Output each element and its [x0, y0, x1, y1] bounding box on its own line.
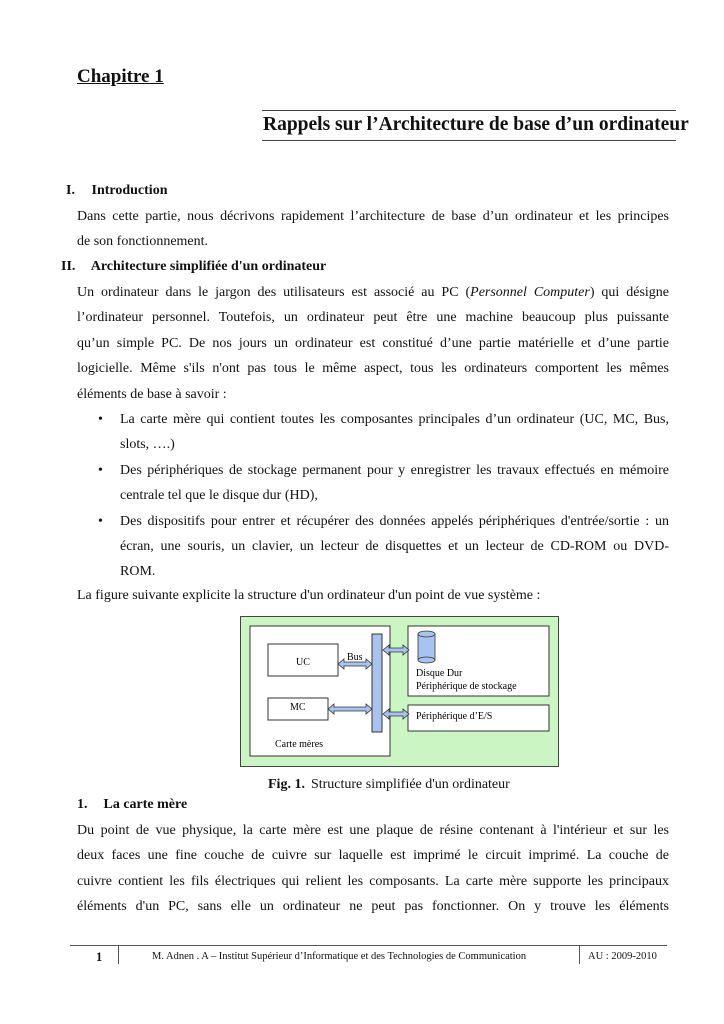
section-title: Introduction: [91, 183, 168, 198]
text-line: l’ordinateur personnel. Toutefois, un ordinateur peut être une machine beaucoup plus puissante: [77, 310, 669, 326]
bus-label: Bus: [347, 652, 363, 663]
footer-rule: [70, 945, 667, 946]
bullet-icon: •: [98, 462, 103, 478]
list-item: [77, 509, 669, 585]
bullet-icon: •: [98, 513, 103, 529]
section-number: 1.: [77, 797, 88, 812]
text-line: cuivre contient les fils électriques qui relient les composants. La carte mère supporte les principaux: [77, 873, 669, 889]
bus-bar: [372, 634, 382, 732]
chapter-subtitle: Rappels sur l’Architecture de base d’un ordinateur: [263, 114, 689, 135]
text-line: La carte mère qui contient toutes les composantes principales d’un ordinateur (UC, MC, Bus,: [120, 412, 669, 427]
section-title: Architecture simplifiée d'un ordinateur: [90, 259, 327, 274]
section-number: I.: [66, 183, 75, 198]
arch-paragraph: [77, 280, 669, 407]
section-title: La carte mère: [103, 797, 188, 812]
disk-label: Disque Dur: [416, 668, 463, 679]
figure-intro: La figure suivante explicite la structure d'un ordinateur d'un point de vue système :: [77, 588, 541, 603]
text-line: éléments de base à savoir :: [77, 386, 227, 402]
section-carte-heading: [77, 797, 187, 813]
text-run: Un ordinateur dans le jargon des utilisateurs est associé au PC (: [77, 285, 471, 300]
footer-year: AU : 2009-2010: [588, 951, 657, 962]
io-label: Périphérique d’E/S: [416, 711, 493, 722]
list-item: [77, 458, 669, 509]
text-line: de son fonctionnement.: [77, 234, 209, 250]
text-run-italic: Personnel Computer: [470, 285, 590, 300]
section-number: II.: [61, 259, 76, 274]
footer-divider: [579, 946, 580, 964]
title-rule-bottom: [262, 140, 676, 141]
text-line: éléments d'un PC, sans elle un ordinateur ne peut pas fonctionner. On y trouve les éléments: [77, 899, 669, 915]
text-line: [77, 280, 669, 305]
text-line: logicielle. Même s'ils n'ont pas tous le même aspect, tous les ordinateurs comportent les mêmes: [77, 361, 669, 377]
text-line: deux faces une fine couche de cuivre sur laquelle est imprimé le circuit imprimé. La couche de: [77, 848, 669, 864]
text-line: Du point de vue physique, la carte mère est une plaque de résine contenant à l'intérieur et sur les: [77, 823, 669, 838]
figure-caption: [268, 777, 510, 793]
architecture-diagram: [240, 616, 560, 768]
page-number: 1: [96, 950, 103, 964]
figure-number: Fig. 1.: [268, 777, 305, 792]
section-arch-heading: [61, 259, 326, 275]
text-line: Dans cette partie, nous décrivons rapidement l’architecture de base d’un ordinateur et les principes: [77, 209, 669, 224]
figure-caption-text: Structure simplifiée d'un ordinateur: [310, 777, 510, 792]
intro-paragraph: [77, 204, 669, 255]
uc-label: UC: [296, 657, 310, 668]
list-item: [77, 407, 669, 458]
text-line: centrale tel que le disque dur (HD),: [120, 488, 318, 504]
components-list: [77, 407, 669, 585]
title-rule-top: [262, 110, 676, 111]
footer-divider: [118, 946, 119, 964]
text-line: ROM.: [120, 564, 156, 580]
footer-author: M. Adnen . A – Institut Supérieur d’Informatique et des Technologies de Communication: [152, 951, 527, 962]
text-run: ) qui désigne: [589, 285, 669, 300]
storage-label: Périphérique de stockage: [416, 681, 517, 692]
chapter-title: Chapitre 1: [77, 66, 164, 87]
text-line: Des dispositifs pour entrer et récupérer des données appelés périphériques d'entrée/sortie : un: [120, 513, 669, 529]
mc-label: MC: [290, 702, 306, 713]
section-intro-heading: [66, 183, 167, 199]
text-line: qu’un simple PC. De nos jours un ordinateur est constitué d’une partie matérielle et d’une partie: [77, 335, 669, 351]
carte-paragraph: [77, 818, 669, 920]
text-line: Des périphériques de stockage permanent pour y enregistrer les travaux effectués en mémoire: [120, 462, 669, 478]
bullet-icon: •: [98, 412, 103, 427]
text-line: slots, ….): [120, 437, 175, 453]
text-line: écran, une souris, un clavier, un lecteur de disquettes et un lecteur de CD-ROM ou DVD-: [120, 539, 669, 555]
motherboard-label: Carte mères: [275, 739, 324, 750]
disk-cylinder-icon: [418, 631, 435, 663]
